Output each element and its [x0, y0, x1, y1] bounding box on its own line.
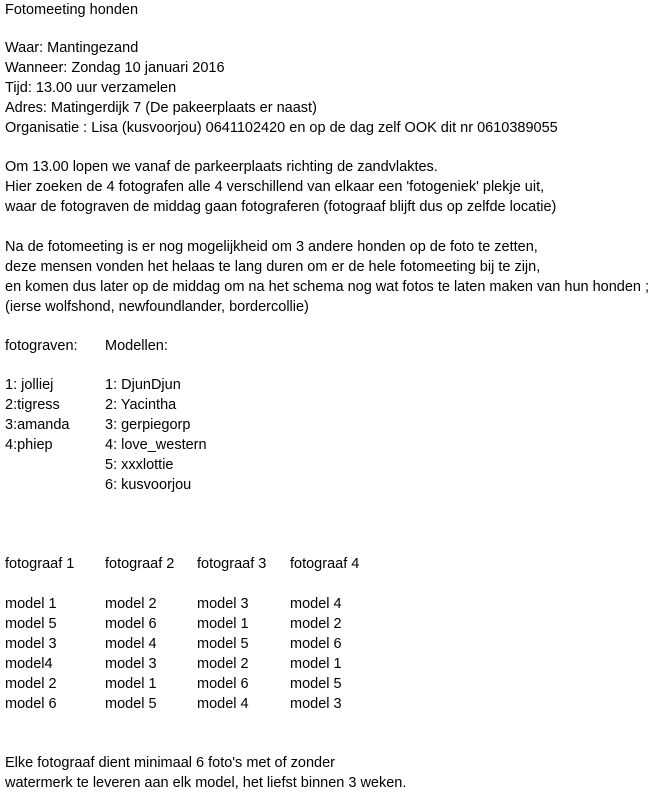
- schedule-header: fotograaf 4: [290, 556, 360, 572]
- schedule-cell: model 1: [105, 676, 157, 692]
- schedule-cell: model 2: [5, 676, 57, 692]
- schedule-header: fotograaf 2: [105, 556, 175, 572]
- schedule-cell: model 5: [5, 616, 57, 632]
- detail-time: Tijd: 13.00 uur verzamelen: [5, 80, 177, 96]
- model-item: 4: love_western: [105, 437, 207, 453]
- photographer-item: 1: jolliej: [5, 377, 54, 393]
- schedule-cell: model 2: [290, 616, 342, 632]
- schedule-cell: model 1: [197, 616, 249, 632]
- schedule-cell: model 1: [5, 596, 57, 612]
- schedule-cell: model 4: [197, 696, 249, 712]
- paragraph-1-line: Hier zoeken de 4 fotografen alle 4 verschillend van elkaar een 'fotogeniek' plekje uit,: [5, 179, 545, 195]
- schedule-cell: model 5: [197, 636, 249, 652]
- paragraph-2-line: en komen dus later op de middag om na het schema nog wat fotos te laten maken van hun honden ;: [5, 279, 650, 295]
- page-title: Fotomeeting honden: [5, 2, 139, 18]
- model-item: 2: Yacintha: [105, 397, 177, 413]
- model-item: 5: xxxlottie: [105, 457, 174, 473]
- schedule-cell: model 3: [197, 596, 249, 612]
- photographer-item: 4:phiep: [5, 437, 53, 453]
- schedule-cell: model 3: [290, 696, 342, 712]
- schedule-cell: model 6: [105, 616, 157, 632]
- schedule-header: fotograaf 3: [197, 556, 267, 572]
- schedule-cell: model 3: [5, 636, 57, 652]
- detail-date: Wanneer: Zondag 10 januari 2016: [5, 60, 225, 76]
- schedule-cell: model 6: [5, 696, 57, 712]
- model-item: 6: kusvoorjou: [105, 477, 192, 493]
- schedule-cell: model 2: [197, 656, 249, 672]
- model-item: 1: DjunDjun: [105, 377, 181, 393]
- schedule-cell: model4: [5, 656, 53, 672]
- schedule-cell: model 4: [290, 596, 342, 612]
- detail-organisation: Organisatie : Lisa (kusvoorjou) 0641102420 en op de dag zelf OOK dit nr 0610389055: [5, 120, 558, 136]
- paragraph-2-line: Na de fotomeeting is er nog mogelijkheid om 3 andere honden op de foto te zetten,: [5, 239, 538, 255]
- schedule-header: fotograaf 1: [5, 556, 75, 572]
- photographer-item: 2:tigress: [5, 397, 60, 413]
- models-header: Modellen:: [105, 338, 168, 354]
- schedule-cell: model 4: [105, 636, 157, 652]
- photographers-header: fotograven:: [5, 338, 78, 354]
- closing-line: watermerk te leveren aan elk model, het liefst binnen 3 weken.: [5, 775, 407, 791]
- schedule-cell: model 5: [105, 696, 157, 712]
- paragraph-1-line: Om 13.00 lopen we vanaf de parkeerplaats richting de zandvlaktes.: [5, 159, 438, 175]
- schedule-cell: model 6: [197, 676, 249, 692]
- schedule-cell: model 2: [105, 596, 157, 612]
- schedule-cell: model 6: [290, 636, 342, 652]
- paragraph-2-line: deze mensen vonden het helaas te lang duren om er de hele fotomeeting bij te zijn,: [5, 259, 541, 275]
- paragraph-1-line: waar de fotograven de middag gaan fotograferen (fotograaf blijft dus op zelfde locatie): [5, 199, 557, 215]
- closing-line: Elke fotograaf dient minimaal 6 foto's met of zonder: [5, 755, 335, 771]
- detail-location: Waar: Mantingezand: [5, 40, 139, 56]
- detail-address: Adres: Matingerdijk 7 (De pakeerplaats er naast): [5, 100, 317, 116]
- paragraph-2-line: (ierse wolfshond, newfoundlander, bordercollie): [5, 299, 309, 315]
- photographer-item: 3:amanda: [5, 417, 70, 433]
- schedule-cell: model 1: [290, 656, 342, 672]
- model-item: 3: gerpiegorp: [105, 417, 191, 433]
- schedule-cell: model 5: [290, 676, 342, 692]
- schedule-cell: model 3: [105, 656, 157, 672]
